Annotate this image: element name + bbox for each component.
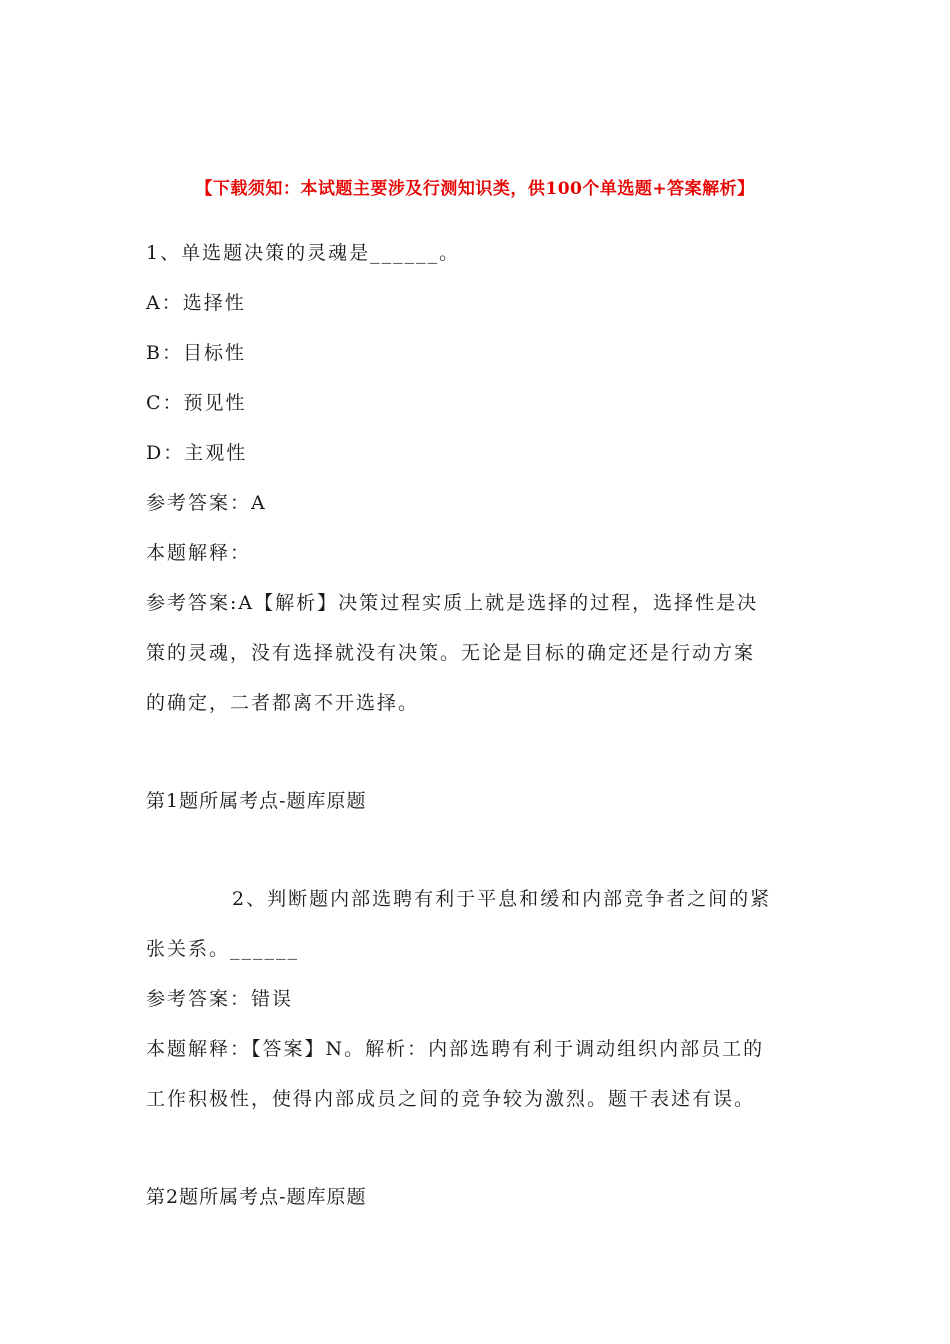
question-1-explain-line-3: 的确定，二者都离不开选择。 (146, 692, 420, 714)
question-1-option-c: C：预见性 (146, 392, 247, 414)
question-1-explain-label: 本题解释： (146, 542, 252, 564)
question-1-explain-line-1: 参考答案:A【解析】决策过程实质上就是选择的过程，选择性是决 (146, 592, 759, 614)
question-1-option-a: A：选择性 (146, 292, 246, 314)
question-1-option-d: D：主观性 (146, 442, 248, 464)
question-1-answer: 参考答案：A (146, 492, 267, 514)
question-1-explain-line-2: 策的灵魂，没有选择就没有决策。无论是目标的确定还是行动方案 (146, 642, 756, 664)
question-2-explain-line-1: 本题解释：【答案】N。解析：内部选聘有利于调动组织内部员工的 (146, 1038, 765, 1060)
question-1-section: 第1题所属考点-题库原题 (146, 790, 367, 812)
question-2-stem-line-2: 张关系。______ (146, 938, 300, 960)
question-2-section: 第2题所属考点-题库原题 (146, 1186, 367, 1208)
question-1-stem: 1、单选题决策的灵魂是______。 (146, 242, 461, 264)
question-2-answer: 参考答案：错误 (146, 988, 294, 1010)
download-notice: 【下载须知：本试题主要涉及行测知识类，供100个单选题+答案解析】 (195, 179, 755, 199)
question-2-stem-line-1: 2、判断题内部选聘有利于平息和缓和内部竞争者之间的紧 (232, 888, 772, 910)
question-1-option-b: B：目标性 (146, 342, 246, 364)
question-2-explain-line-2: 工作积极性，使得内部成员之间的竞争较为激烈。题干表述有误。 (146, 1088, 756, 1110)
